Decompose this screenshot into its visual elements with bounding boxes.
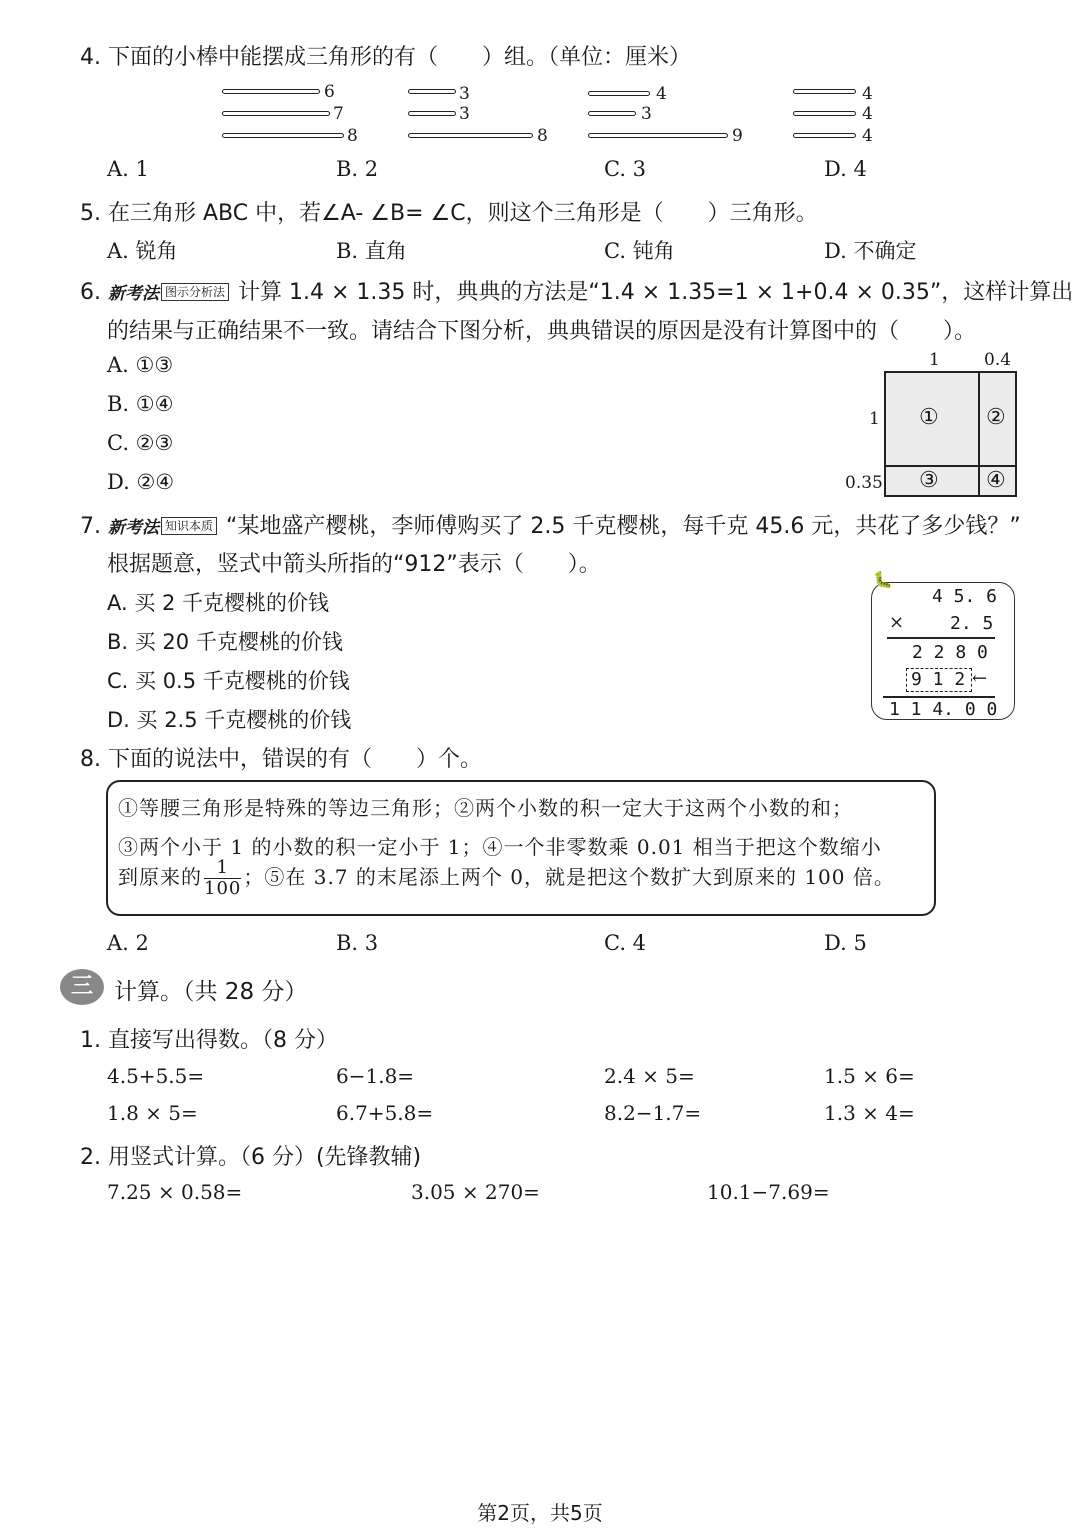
q7-option-c[interactable]: C. 买 0.5 千克樱桃的价钱 xyxy=(107,669,350,693)
q7-option-b[interactable]: B. 买 20 千克樱桃的价钱 xyxy=(107,630,343,654)
fraction-numerator: 1 xyxy=(204,858,241,879)
q5-option-a[interactable]: A. 锐角 xyxy=(107,239,178,263)
calc2-item: 7.25 × 0.58= xyxy=(107,1180,243,1204)
q8-line3-post: ；⑤在 3.7 的末尾添上两个 0，就是把这个数扩大到原来的 100 倍。 xyxy=(243,865,895,889)
stick xyxy=(588,111,636,116)
calc-row5: 1 1 4. 0 0 xyxy=(889,699,998,720)
figure-cell-label: ④ xyxy=(986,468,1006,493)
page-footer: 第2页，共5页 xyxy=(477,1501,603,1525)
q8-option-c[interactable]: C. 4 xyxy=(604,931,647,955)
figure-top-label: 1 xyxy=(929,350,940,370)
calc1-item: 2.4 × 5= xyxy=(604,1064,695,1088)
figure-top-label: 0.4 xyxy=(984,350,1012,370)
q7-option-d[interactable]: D. 买 2.5 千克樱桃的价钱 xyxy=(107,708,352,732)
q5-option-d[interactable]: D. 不确定 xyxy=(824,239,917,263)
stick-label: 3 xyxy=(459,84,470,104)
stick xyxy=(793,133,856,138)
calc2-item: 10.1−7.69= xyxy=(707,1180,830,1204)
q4-option-a[interactable]: A. 1 xyxy=(107,157,149,181)
q7-option-a[interactable]: A. 买 2 千克樱桃的价钱 xyxy=(107,591,330,615)
stick-label: 4 xyxy=(862,126,873,146)
q6-option-d[interactable]: D. ②④ xyxy=(107,470,175,494)
q5-option-c[interactable]: C. 钝角 xyxy=(604,239,675,263)
fraction-denominator: 100 xyxy=(204,878,242,899)
calc1-item: 6−1.8= xyxy=(336,1064,415,1088)
calc2-item: 3.05 × 270= xyxy=(411,1180,540,1204)
q4-option-b[interactable]: B. 2 xyxy=(336,157,379,181)
stick xyxy=(222,111,330,116)
stick xyxy=(588,133,728,138)
q8-box-line1: ①等腰三角形是特殊的等边三角形；②两个小数的积一定大于这两个小数的和； xyxy=(118,796,853,820)
fraction xyxy=(204,858,241,899)
q6-number: 6. xyxy=(80,280,101,305)
figure-cell-label: ① xyxy=(919,405,939,430)
stick-label: 9 xyxy=(732,126,743,146)
stick xyxy=(588,91,650,96)
figure-left-label: 0.35 xyxy=(845,473,883,493)
stick xyxy=(408,89,456,94)
q6-text-line1: 计算 1.4 × 1.35 时，典典的方法是“1.4 × 1.35=1 × 1+0.4 × 0.35”，这样计算出 xyxy=(238,280,1074,305)
calc1-item: 1.5 × 6= xyxy=(824,1064,915,1088)
q4-option-c[interactable]: C. 3 xyxy=(604,157,647,181)
q8-box-line2: ③两个小于 1 的小数的积一定小于 1；④一个非零数乘 0.01 相当于把这个数缩小 xyxy=(118,835,882,859)
q7-line1 xyxy=(80,509,1021,540)
stick xyxy=(408,133,533,138)
calc-row3: 2 2 8 0 xyxy=(912,642,988,663)
q8-box-line3 xyxy=(118,858,895,899)
q8-option-b[interactable]: B. 3 xyxy=(336,931,379,955)
worm-icon: 🐛 xyxy=(873,570,893,589)
stick-label: 7 xyxy=(333,104,344,124)
stick-label: 8 xyxy=(537,126,548,146)
figure-cell-label: ③ xyxy=(919,468,939,493)
new-method-badge: 新考法 xyxy=(108,284,159,304)
section-number-icon: 三 xyxy=(60,969,104,1005)
q6-line1 xyxy=(80,275,1073,306)
stick-label: 4 xyxy=(862,84,873,104)
q6-option-b[interactable]: B. ①④ xyxy=(107,392,174,416)
method-tag: 知识本质 xyxy=(161,517,217,535)
arrow-left-icon: ← xyxy=(972,668,988,689)
stick xyxy=(408,111,456,116)
q5-text: 5. 在三角形 ABC 中，若∠A- ∠B= ∠C，则这个三角形是（ ）三角形。 xyxy=(80,201,818,226)
calc1-item: 1.8 × 5= xyxy=(107,1101,198,1125)
q6-option-c[interactable]: C. ②③ xyxy=(107,431,174,455)
q8-line3-pre: 到原来的 xyxy=(118,865,202,889)
stick-label: 4 xyxy=(862,104,873,124)
calc1-item: 8.2−1.7= xyxy=(604,1101,702,1125)
stick-label: 8 xyxy=(347,126,358,146)
q5-option-b[interactable]: B. 直角 xyxy=(336,239,407,263)
stick xyxy=(222,89,320,94)
section3-title: 计算。（共 28 分） xyxy=(114,979,308,1005)
q8-option-d[interactable]: D. 5 xyxy=(824,931,867,955)
figure-divider-v xyxy=(978,371,980,497)
calc1-item: 1.3 × 4= xyxy=(824,1101,915,1125)
stick-label: 3 xyxy=(641,104,652,124)
calc1-title: 1. 直接写出得数。（8 分） xyxy=(80,1028,338,1053)
q8-text: 8. 下面的说法中，错误的有（ ）个。 xyxy=(80,747,482,772)
calc-rule xyxy=(887,637,995,639)
new-method-badge: 新考法 xyxy=(108,518,159,538)
stick xyxy=(793,111,856,116)
stick-label: 3 xyxy=(459,104,470,124)
q6-text-line2: 的结果与正确结果不一致。请结合下图分析，典典错误的原因是没有计算图中的（ ）。 xyxy=(107,319,977,344)
stick xyxy=(793,89,856,94)
figure-left-label: 1 xyxy=(869,409,880,429)
calc2-title: 2. 用竖式计算。（6 分）(先锋教辅) xyxy=(80,1145,422,1170)
stick-label: 6 xyxy=(324,82,335,102)
calc-row1: 4 5. 6 xyxy=(932,586,998,607)
figure-cell-label: ② xyxy=(986,405,1006,430)
q7-text-line1: “某地盛产樱桃，李师傅购买了 2.5 千克樱桃，每千克 45.6 元，共花了多少钱？” xyxy=(226,514,1021,539)
figure-divider-h xyxy=(884,465,1017,467)
q7-number: 7. xyxy=(80,514,101,539)
calc-times-sign: × xyxy=(889,612,905,633)
q6-option-a[interactable]: A. ①③ xyxy=(107,353,174,377)
calc-rule xyxy=(883,696,995,698)
q4-option-d[interactable]: D. 4 xyxy=(824,157,867,181)
calc1-item: 4.5+5.5= xyxy=(107,1064,205,1088)
q4-text: 4. 下面的小棒中能摆成三角形的有（ ）组。（单位：厘米） xyxy=(80,45,691,70)
q8-option-a[interactable]: A. 2 xyxy=(107,931,149,955)
calc-row2: 2. 5 xyxy=(950,613,994,634)
stick-label: 4 xyxy=(656,84,667,104)
calc-row4: 9 1 2 xyxy=(911,669,966,690)
method-tag: 图示分析法 xyxy=(161,283,229,301)
calc1-item: 6.7+5.8= xyxy=(336,1101,434,1125)
q7-text-line2: 根据题意，竖式中箭头所指的“912”表示（ ）。 xyxy=(107,552,601,577)
stick xyxy=(222,133,344,138)
